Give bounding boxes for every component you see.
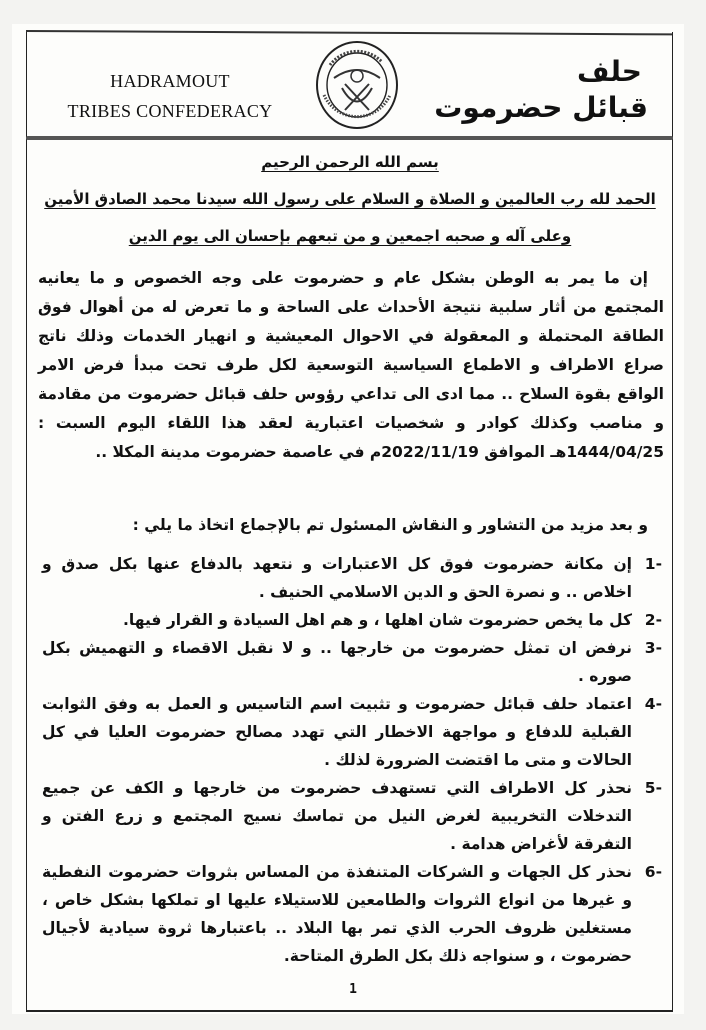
resolution-text: اعتماد حلف قبائل حضرموت و تثبيت اسم التاسيس و العمل به وفق الثوابت القبلية للدفاع و مواجهة الاخطار التي تهدد مصالح حضرموت العليا في كل الحالات و متى ما اقتضت الضرورة لذلك .	[42, 695, 632, 769]
document-bottom-border	[26, 1010, 673, 1012]
arabic-name-line1: حلف	[577, 55, 642, 88]
resolution-text: نحذر كل الجهات و الشركات المتنفذة من المساس بثروات حضرموت النفطية و غيرها من انواع الثروات والطامعين للاستيلاء عليها او تملكها بشكل خاص ، مستغلين ظروف الحرب الذي تمر بها البلاد .. باعتبارها ثروة سيادية لأجيال حضرموت ، و سنواجه ذلك بكل الطرق المتاحة.	[42, 863, 632, 965]
english-name-line1: HADRAMOUT	[110, 71, 230, 91]
resolutions-intro: و بعد مزيد من التشاور و النقاش المسئول تم بالإجماع اتخاذ ما يلي :	[132, 516, 648, 534]
resolution-text: نرفض ان تمثل حضرموت من خارجها .. و لا نقبل الاقصاء و التهميش بكل صوره .	[42, 639, 632, 685]
basmala: بسم الله الرحمن الرحيم	[261, 153, 439, 171]
resolution-text: نحذر كل الاطراف التي تستهدف حضرموت من خارجها و الكف عن جميع التدخلات التخريبية لغرض النيل من تماسك نسيج المجتمع و زرع الفتن و التفرقة لأغراض هدامة .	[42, 779, 632, 853]
english-name-line2: TRIBES CONFEDERACY	[67, 101, 273, 121]
resolution-number: -6	[644, 863, 662, 881]
resolution-item	[42, 606, 662, 634]
resolution-item	[42, 858, 662, 970]
resolution-text: كل ما يخص حضرموت شان اهلها ، و هم اهل السيادة و القرار فيها.	[123, 611, 632, 629]
resolution-item	[42, 550, 662, 606]
resolution-text: إن مكانة حضرموت فوق كل الاعتبارات و نتعهد بالدفاع عنها بكل صدق و اخلاص .. و نصرة الحق و الدين الاسلامي الحنيف .	[42, 555, 632, 601]
resolution-item	[42, 634, 662, 690]
page-number: 1	[349, 982, 357, 997]
arabic-name-line2: قبائل حضرموت	[434, 91, 648, 124]
resolution-number: -5	[644, 779, 662, 797]
resolution-item	[42, 774, 662, 858]
opening-paragraph-text: إن ما يمر به الوطن بشكل عام و حضرموت على وجه الخصوص و ما يعانيه المجتمع من أثار سلبية نتيجة الأحداث على الساحة و ما تعرض له من أهوال فوق الطاقة المحتملة و المعقولة في الاحوال المعيشية و انهيار الخدمات وذلك ناتج صراع الاطراف و الاطماع السياسية التوسعية لكل طرف تحت مبدأ فرض الامر الواقع بقوة السلاح .. مما ادى الى تداعي رؤوس حلف قبائل حضرموت من مقادمة و مناصب وكذلك كوادر و شخصيات اعتبارية لعقد هذا اللقاء اليوم السبت : 1444/04/25هـ الموافق 2022/11/19م في عاصمة حضرموت مدينة المكلا ..	[38, 269, 664, 461]
opening-paragraph	[38, 264, 664, 467]
resolution-number: -3	[644, 639, 662, 657]
praise-line-2: وعلى آله و صحبه اجمعين و من تبعهم بإحسان الى يوم الدين	[128, 227, 572, 245]
resolution-number: -2	[644, 611, 662, 629]
resolution-number: -1	[644, 555, 662, 573]
tribes-confederacy-seal-icon	[312, 40, 402, 130]
resolution-item	[42, 690, 662, 774]
praise-line-1: الحمد لله رب العالمين و الصلاة و السلام على رسول الله سيدنا محمد الصادق الأمين	[44, 190, 656, 208]
resolutions-list	[42, 550, 662, 970]
header-divider	[26, 136, 673, 140]
resolution-number: -4	[644, 695, 662, 713]
